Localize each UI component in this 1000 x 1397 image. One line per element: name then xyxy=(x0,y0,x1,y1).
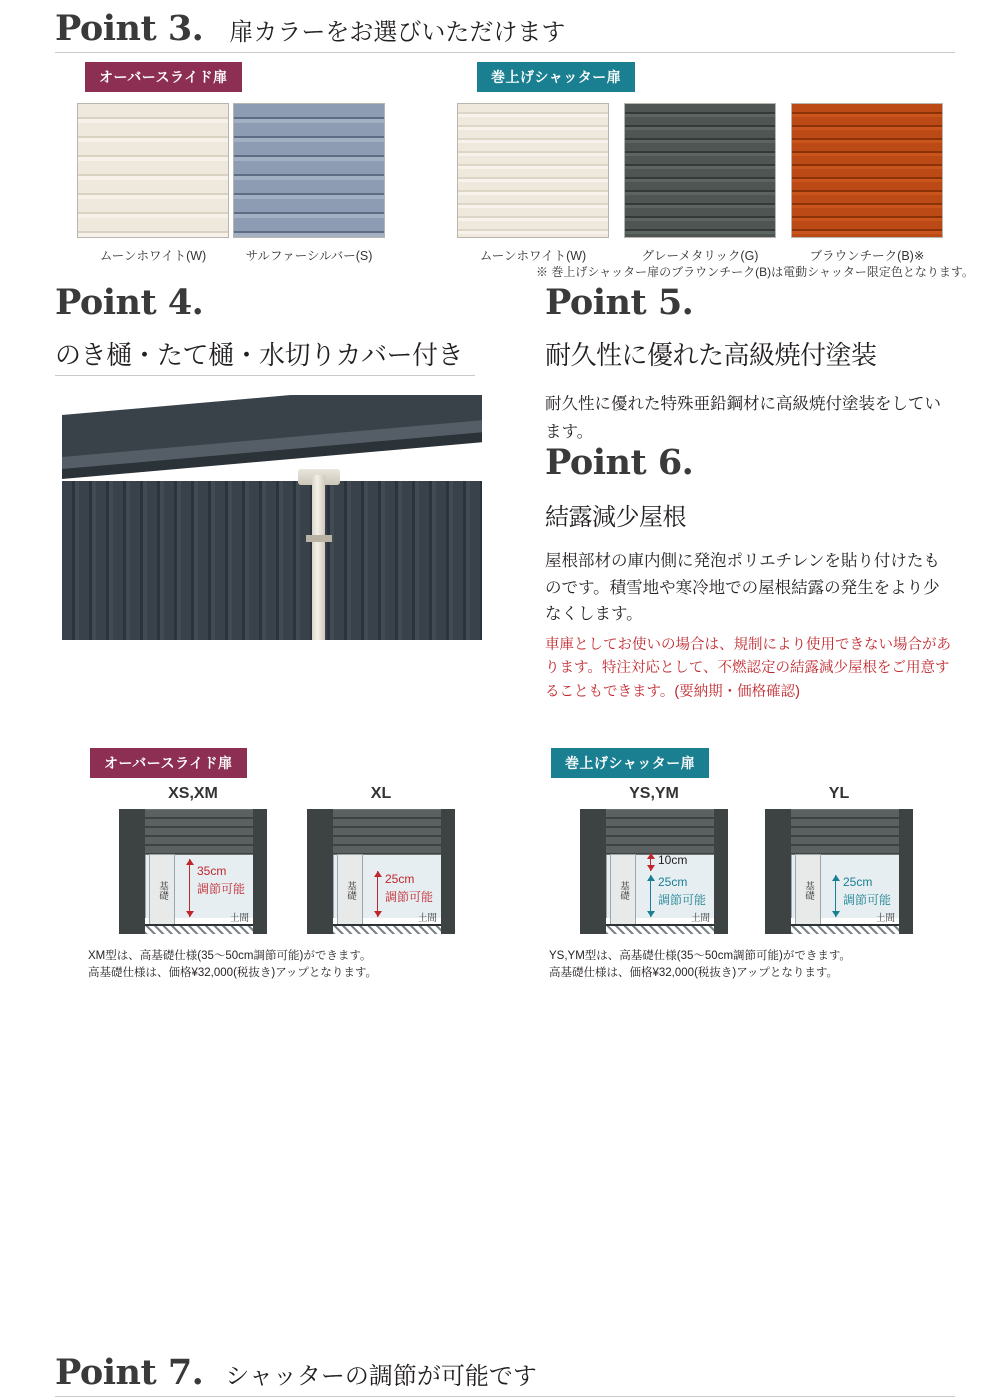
point5-body: 耐久性に優れた特殊亜鉛鋼材に高級焼付塗装をしています。 xyxy=(545,395,941,442)
section-point6 xyxy=(545,442,955,704)
diagram-figure xyxy=(765,809,913,934)
shed-pipe-bracket xyxy=(306,535,332,542)
point4-title: Point 4. xyxy=(55,282,204,323)
point3-note: ※ 巻上げシャッター扉のブラウンチーク(B)は電動シャッター限定色となります。 xyxy=(536,265,974,279)
shed-wall xyxy=(62,481,482,640)
diagram-figure xyxy=(307,809,455,934)
adjust-caption: 調節可能 xyxy=(658,893,707,907)
swatch-color xyxy=(791,103,943,238)
swatch-label: ムーンホワイト(W) xyxy=(99,249,207,263)
diagram-label: YL xyxy=(828,785,850,802)
swatch-label: ムーンホワイト(W) xyxy=(479,249,587,263)
footnote-left-1: XM型は、高基礎仕様(35〜50cm調節可能)ができます。 xyxy=(88,950,372,962)
door-frame-right xyxy=(253,809,267,934)
swatch-label: グレーメタリック(G) xyxy=(641,249,759,263)
swatch-label: サルファーシルバー(S) xyxy=(245,249,373,263)
point7-heading xyxy=(55,1352,537,1393)
doma-label: 土間 xyxy=(229,913,249,924)
ground-hatch xyxy=(333,926,441,934)
swatch-brown-teak xyxy=(791,103,943,264)
doma-label: 土間 xyxy=(417,913,437,924)
point7-subtitle: シャッターの調節が可能です xyxy=(225,1363,537,1390)
badge-overslide-2: オーバースライド扉 xyxy=(90,748,247,778)
diagram-figure xyxy=(119,809,267,934)
badge-shutter-2: 巻上げシャッター扉 xyxy=(551,748,709,778)
diagram-xl xyxy=(307,785,455,934)
adjust-value: 25cm xyxy=(658,875,688,889)
divider-point3 xyxy=(55,52,955,53)
adjust-value: 35cm xyxy=(197,864,227,878)
foundation-label: 基礎 xyxy=(795,854,821,926)
footnote-right-1: YS,YM型は、高基礎仕様(35〜50cm調節可能)ができます。 xyxy=(549,950,851,962)
foundation-label: 基礎 xyxy=(610,854,636,926)
door-frame-left xyxy=(765,809,791,934)
extra-value: 10cm xyxy=(658,853,688,867)
diagram-yl xyxy=(765,785,913,934)
door-frame-left xyxy=(307,809,333,934)
footnote-left-2: 高基礎仕様は、価格¥32,000(税抜き)アップとなります。 xyxy=(88,967,378,979)
swatch-label: ブラウンチーク(B)※ xyxy=(809,249,925,263)
door-frame-left xyxy=(119,809,145,934)
doma-label: 土間 xyxy=(690,913,710,924)
adjust-caption: 調節可能 xyxy=(843,893,892,907)
diagram-xs-xm xyxy=(119,785,267,934)
adjust-caption: 調節可能 xyxy=(197,882,246,896)
shed-illustration xyxy=(62,395,482,640)
door-frame-left xyxy=(580,809,606,934)
point6-subtitle: 結露減少屋根 xyxy=(545,504,686,531)
swatch-moon-white-overslide xyxy=(77,103,229,264)
diagram-label: XS,XM xyxy=(168,785,218,802)
foundation-label: 基礎 xyxy=(337,854,363,926)
section-point4 xyxy=(55,282,525,372)
badge-shutter-wrap-2 xyxy=(551,748,709,778)
point6-body: 屋根部材の庫内側に発泡ポリエチレンを貼り付けたものです。積雪地や寒冷地での屋根結露の発生をより少なくします。 xyxy=(545,552,940,624)
adjust-value: 25cm xyxy=(385,872,415,886)
diagram-ys-ym xyxy=(580,785,728,934)
swatch-color xyxy=(624,103,776,238)
point5-title: Point 5. xyxy=(545,282,694,323)
extra-arrow xyxy=(650,853,651,871)
swatch-color xyxy=(457,103,609,238)
adjust-caption: 調節可能 xyxy=(385,890,434,904)
badge-overslide: オーバースライド扉 xyxy=(85,62,242,92)
footnote-right-2: 高基礎仕様は、価格¥32,000(税抜き)アップとなります。 xyxy=(549,967,839,979)
swatch-color xyxy=(77,103,229,238)
point7-title: Point 7. xyxy=(55,1352,204,1393)
swatch-color xyxy=(233,103,385,238)
badge-shutter-wrap xyxy=(477,62,635,92)
doma-label: 土間 xyxy=(875,913,895,924)
adjust-arrow xyxy=(650,875,651,917)
diagram-label: YS,YM xyxy=(629,785,679,802)
point4-subtitle: のき樋・たて樋・水切りカバー付き xyxy=(55,340,464,370)
foundation-label: 基礎 xyxy=(149,854,175,926)
diagram-label: XL xyxy=(370,785,392,802)
door-frame-right xyxy=(441,809,455,934)
ground-hatch xyxy=(606,926,714,934)
ground-hatch xyxy=(145,926,253,934)
adjust-value: 25cm xyxy=(843,875,873,889)
adjust-arrow xyxy=(189,859,190,917)
badge-overslide-wrap-2 xyxy=(90,748,247,778)
badge-overslide-wrap xyxy=(85,62,242,92)
door-frame-right xyxy=(714,809,728,934)
swatch-moon-white-shutter xyxy=(457,103,609,264)
point6-title: Point 6. xyxy=(545,442,694,483)
section-point5 xyxy=(545,282,955,446)
swatch-sulfur-silver xyxy=(233,103,385,264)
point3-title: Point 3. xyxy=(55,8,204,49)
point3-subtitle: 扉カラーをお選びいただけます xyxy=(229,19,566,46)
shed-downpipe xyxy=(312,475,325,640)
swatch-gray-metallic xyxy=(624,103,776,264)
diagram-figure xyxy=(580,809,728,934)
ground-hatch xyxy=(791,926,899,934)
adjust-arrow xyxy=(835,875,836,917)
divider-point4 xyxy=(55,375,475,376)
door-frame-right xyxy=(899,809,913,934)
badge-shutter: 巻上げシャッター扉 xyxy=(477,62,635,92)
point3-heading xyxy=(55,8,565,49)
point5-subtitle: 耐久性に優れた高級焼付塗装 xyxy=(545,340,877,370)
adjust-arrow xyxy=(377,871,378,917)
point6-warning: 車庫としてお使いの場合は、規制により使用できない場合があります。特注対応として、不燃認定の結露減少屋根をご用意することもできます。(要納期・価格確認) xyxy=(545,637,951,700)
